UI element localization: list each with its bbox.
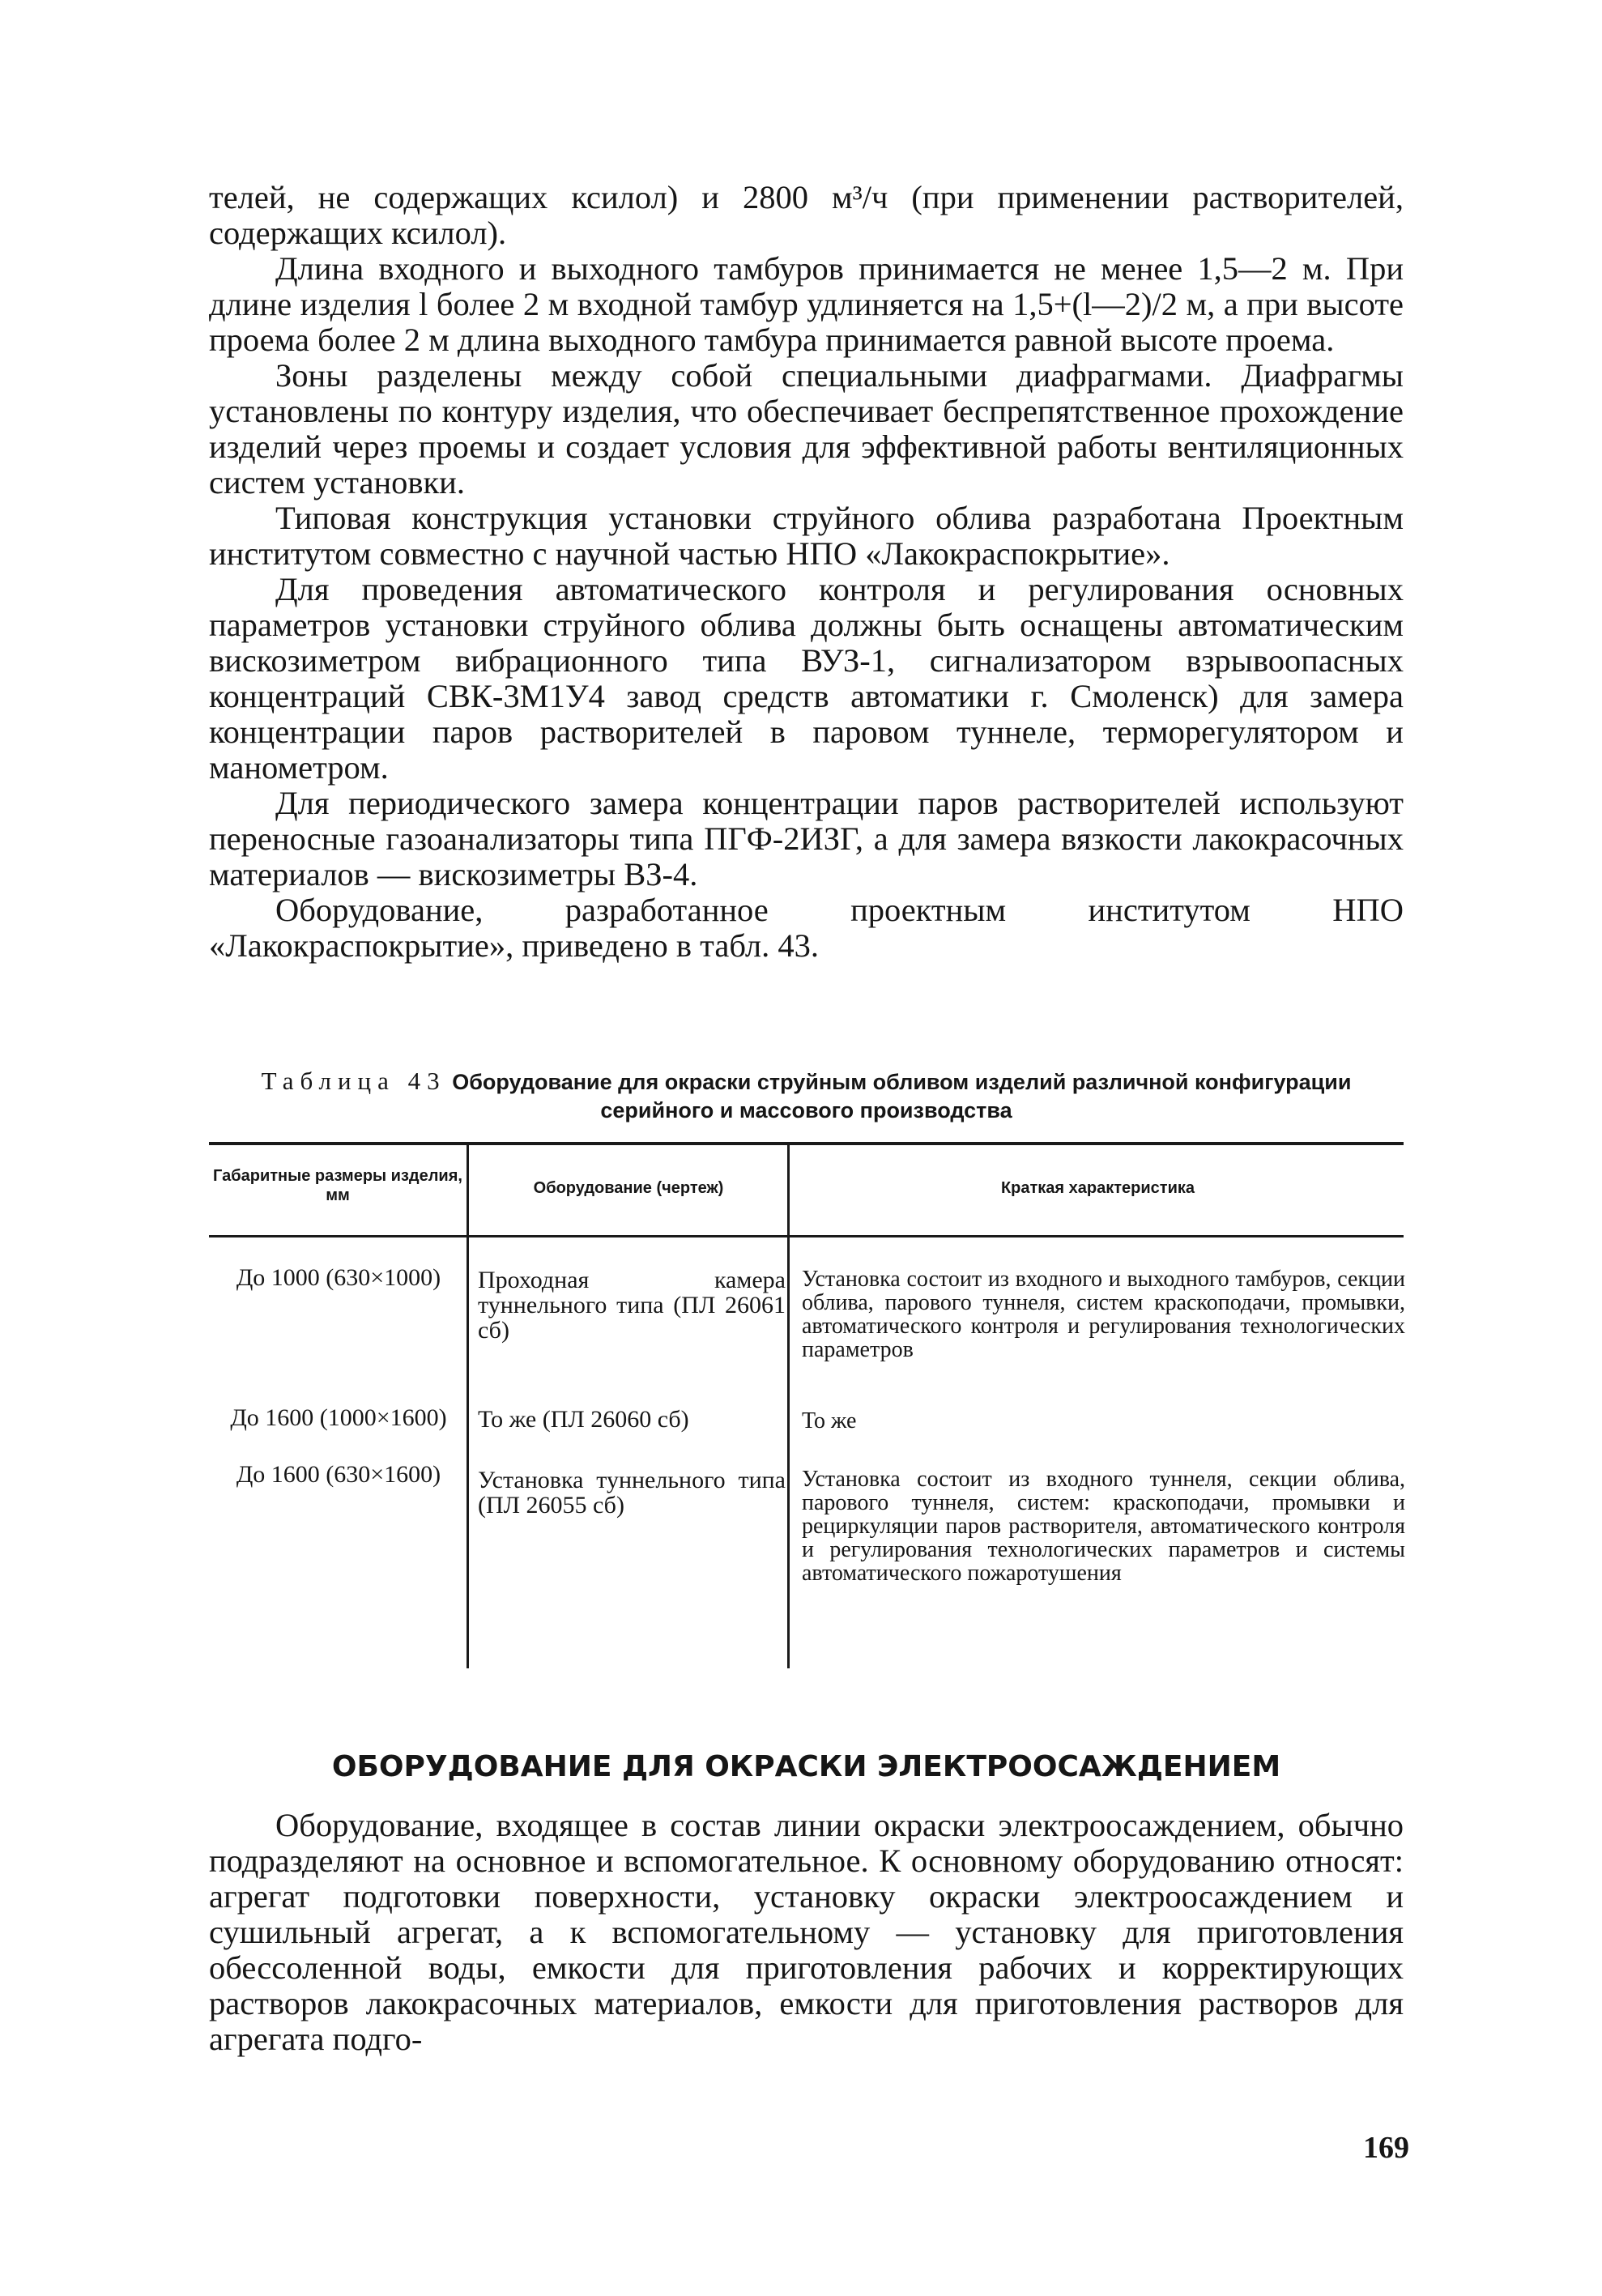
paragraph: Для проведения автоматического контроля и регулирования основных параметров установки струйного облива должны быть оснащены автоматическим вискозиметром вибрационного типа ВУЗ-1, сигнализатором взрывоопасных концентраций СВК-3М1У4 завод средств автоматики г. Смоленск) для замера концентрации паров растворителей в паровом туннеле, терморегулятором и манометром. <box>209 571 1404 786</box>
table-cell-size: До 1600 (630×1600) <box>236 1461 441 1488</box>
table-caption <box>209 1067 1404 1125</box>
column-header-equipment: Оборудование (чертеж) <box>533 1179 724 1197</box>
paragraph: телей, не содержащих ксилол) и 2800 м³/ч (при применении растворителей, содержащих ксилол). <box>209 179 1404 251</box>
section-heading: ОБОРУДОВАНИЕ ДЛЯ ОКРАСКИ ЭЛЕКТРООСАЖДЕНИЕМ <box>331 1750 1281 1783</box>
table-label: Таблица 43 <box>261 1067 446 1095</box>
page-number: 169 <box>1363 2131 1409 2165</box>
paragraph: Оборудование, входящее в состав линии окраски электроосаждением, обычно подразделяют на основное и вспомогательное. К основному оборудованию относят: агрегат подготовки поверхности, установку окраски электроосаждением и сушильный агрегат, а к вспомогательному — установку для приготовления обессоленной воды, емкости для приготовления рабочих и корректирующих растворов лакокрасочных материалов, емкости для приготовления растворов для агрегата подго- <box>209 1807 1404 2057</box>
table-header-rule <box>209 1235 1404 1237</box>
table-cell-description: Установка состоит из входного туннеля, секции облива, парового туннеля, систем: краскоподачи, промывки и рециркуляции паров растворителя, автоматического контроля и регулирования технологических параметров и системы автоматического пожаротушения <box>802 1467 1405 1586</box>
paragraph: Зоны разделены между собой специальными диафрагмами. Диафрагмы установлены по контуру изделия, что обеспечивает беспрепятственное прохождение изделий через проемы и создает условия для эффективной работы вентиляционных систем установки. <box>209 357 1404 501</box>
table-cell-size: До 1000 (630×1000) <box>236 1264 441 1291</box>
column-header-size: Габаритные размеры изделия, мм <box>213 1167 462 1204</box>
table-cell-equipment: То же (ПЛ 26060 сб) <box>478 1406 689 1433</box>
table-cell-equipment: Установка туннельного типа (ПЛ 26055 сб) <box>478 1467 786 1519</box>
table-column-divider <box>787 1142 790 1668</box>
table-cell-size: До 1600 (1000×1600) <box>230 1404 447 1431</box>
body-text-top <box>209 180 1404 964</box>
table-column-divider <box>467 1142 469 1668</box>
table-cell-description: Установка состоит из входного и выходного тамбуров, секции облива, парового туннеля, систем краскоподачи, промывки, автоматического контроля и регулирования технологических параметров <box>802 1267 1405 1362</box>
body-text-bottom <box>209 1808 1404 2057</box>
paragraph: Длина входного и выходного тамбуров принимается не менее 1,5—2 м. При длине изделия l более 2 м входной тамбур удлиняется на 1,5+(l—2)/2 м, а при высоте проема более 2 м длина выходного тамбура принимается равной высоте проема. <box>209 250 1404 358</box>
table-title: Оборудование для окраски струйным обливом изделий различной конфигурации серийного и массового производства <box>452 1070 1352 1122</box>
table-cell-description: То же <box>802 1408 857 1433</box>
column-header-description: Краткая характеристика <box>1000 1179 1195 1197</box>
table-cell-equipment: Проходная камера туннельного типа (ПЛ 26061 сб) <box>478 1267 786 1344</box>
table-top-rule <box>209 1142 1404 1145</box>
paragraph: Оборудование, разработанное проектным институтом НПО «Лакокраспокрытие», приведено в табл. 43. <box>209 892 1404 964</box>
paragraph: Для периодического замера концентрации паров растворителей используют переносные газоанализаторы типа ПГФ-2ИЗГ, а для замера вязкости лакокрасочных материалов — вискозиметры ВЗ-4. <box>209 785 1404 892</box>
paragraph: Типовая конструкция установки струйного облива разработана Проектным институтом совместно с научной частью НПО «Лакокраспокрытие». <box>209 500 1404 572</box>
